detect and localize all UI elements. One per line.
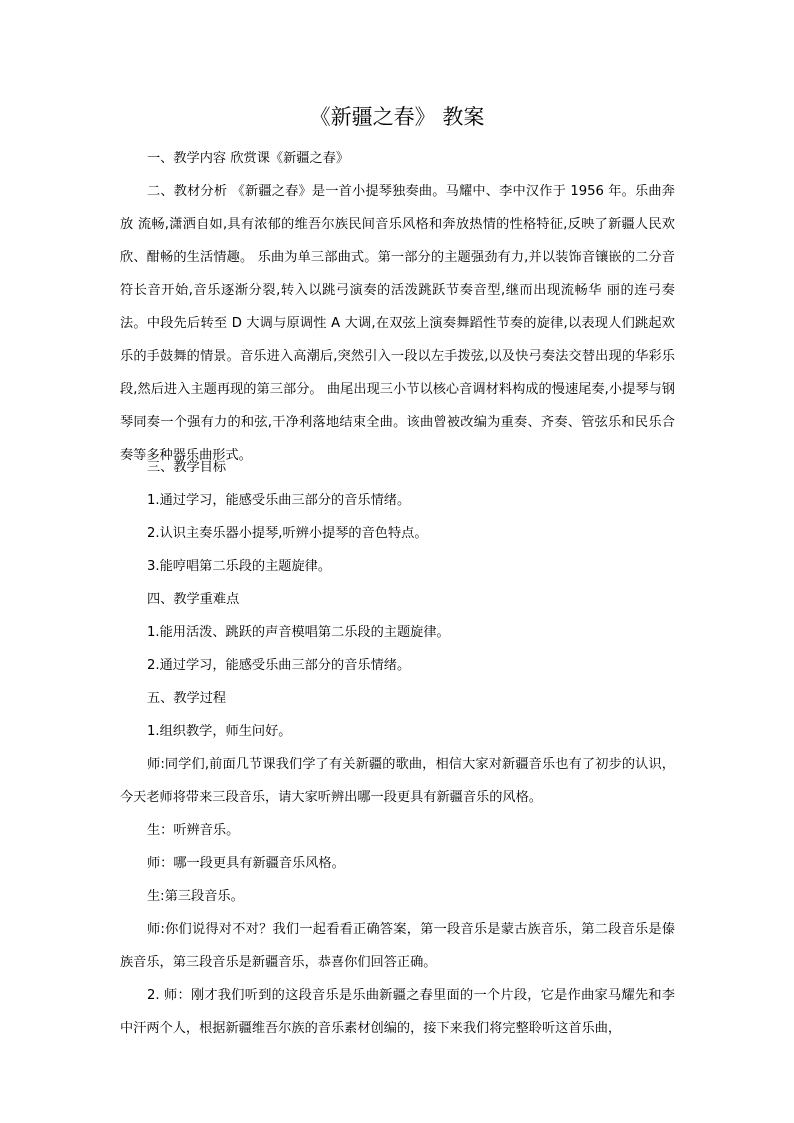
paragraph-student-listen: 生：听辨音乐。 xyxy=(147,823,240,838)
paragraph-content: 一、教学内容 欣赏课《新疆之春》 xyxy=(147,151,350,166)
paragraph-teacher-intro: 师:同学们,前面几节课我们学了有关新疆的歌曲，相信大家对新疆音乐也有了初步的认识，今天老师将带来三段音乐，请大家听辨出哪一段更具有新疆音乐的风格。 xyxy=(120,757,675,805)
paragraph-keypoints-heading: 四、教学重难点 xyxy=(147,592,240,607)
paragraph-objectives-heading: 三、教学目标 xyxy=(147,460,227,475)
document-title: 《新疆之春》 教案 xyxy=(309,105,485,129)
paragraph-objective-1: 1.通过学习，能感受乐曲三部分的音乐情绪。 xyxy=(147,493,411,508)
paragraph-keypoint-2: 2.通过学习，能感受乐曲三部分的音乐情绪。 xyxy=(147,658,411,673)
paragraph-teacher-question: 师：哪一段更具有新疆音乐风格。 xyxy=(147,856,345,871)
paragraph-analysis: 二、教材分析 《新疆之春》是一首小提琴独奏曲。马耀中、李中汉作于 1956 年。乐曲奔放 流畅,潇洒自如,具有浓郁的维吾尔族民间音乐风格和奔放热情的性格特征,反映了新疆人民欢欣、酣畅的生活情趣。 乐曲为单三部曲式。第一部分的主题强劲有力,并以装饰音镶嵌的二分音符长音开始,音乐逐渐分裂,转入以跳弓演奏的活泼跳跃节奏音型,继而出现流畅华 丽的连弓奏法。中段先后转至 D 大调与原调性 A 大调,在双弦上演奏舞蹈性节奏的旋律,以表现人们跳起欢乐的手鼓舞的情景。音乐进入高潮后,突然引入一段以左手拨弦,以及快弓奏法交替出现的华彩乐段,然后进入主题再现的第三部分。 曲尾出现三小节以核心音调材料构成的慢速尾奏,小提琴与钢琴同奏一个强有力的和弦,干净利落地结束全曲。该曲曾被改编为重奏、齐奏、管弦乐和民乐合奏等多种器乐曲形式。 xyxy=(120,184,675,463)
paragraph-keypoint-1: 1.能用活泼、跳跃的声音模唱第二乐段的主题旋律。 xyxy=(147,625,450,640)
paragraph-student-answer: 生:第三段音乐。 xyxy=(147,889,244,904)
paragraph-process-1: 1.组织教学，师生问好。 xyxy=(147,724,292,739)
paragraph-process-2: 2. 师：刚才我们听到的这段音乐是乐曲新疆之春里面的一个片段，它是作曲家马耀先和李中汗两个人，根据新疆维吾尔族的音乐素材创编的，接下来我们将完整聆听这首乐曲， xyxy=(120,988,675,1036)
paragraph-teacher-answer: 师:你们说得对不对？我们一起看看正确答案，第一段音乐是蒙古族音乐，第二段音乐是傣族音乐，第三段音乐是新疆音乐，恭喜你们回答正确。 xyxy=(120,922,675,970)
paragraph-objective-3: 3.能哼唱第二乐段的主题旋律。 xyxy=(147,559,332,574)
paragraph-objective-2: 2.认识主奏乐器小提琴,听辨小提琴的音色特点。 xyxy=(147,526,428,541)
paragraph-process-heading: 五、教学过程 xyxy=(147,691,227,706)
